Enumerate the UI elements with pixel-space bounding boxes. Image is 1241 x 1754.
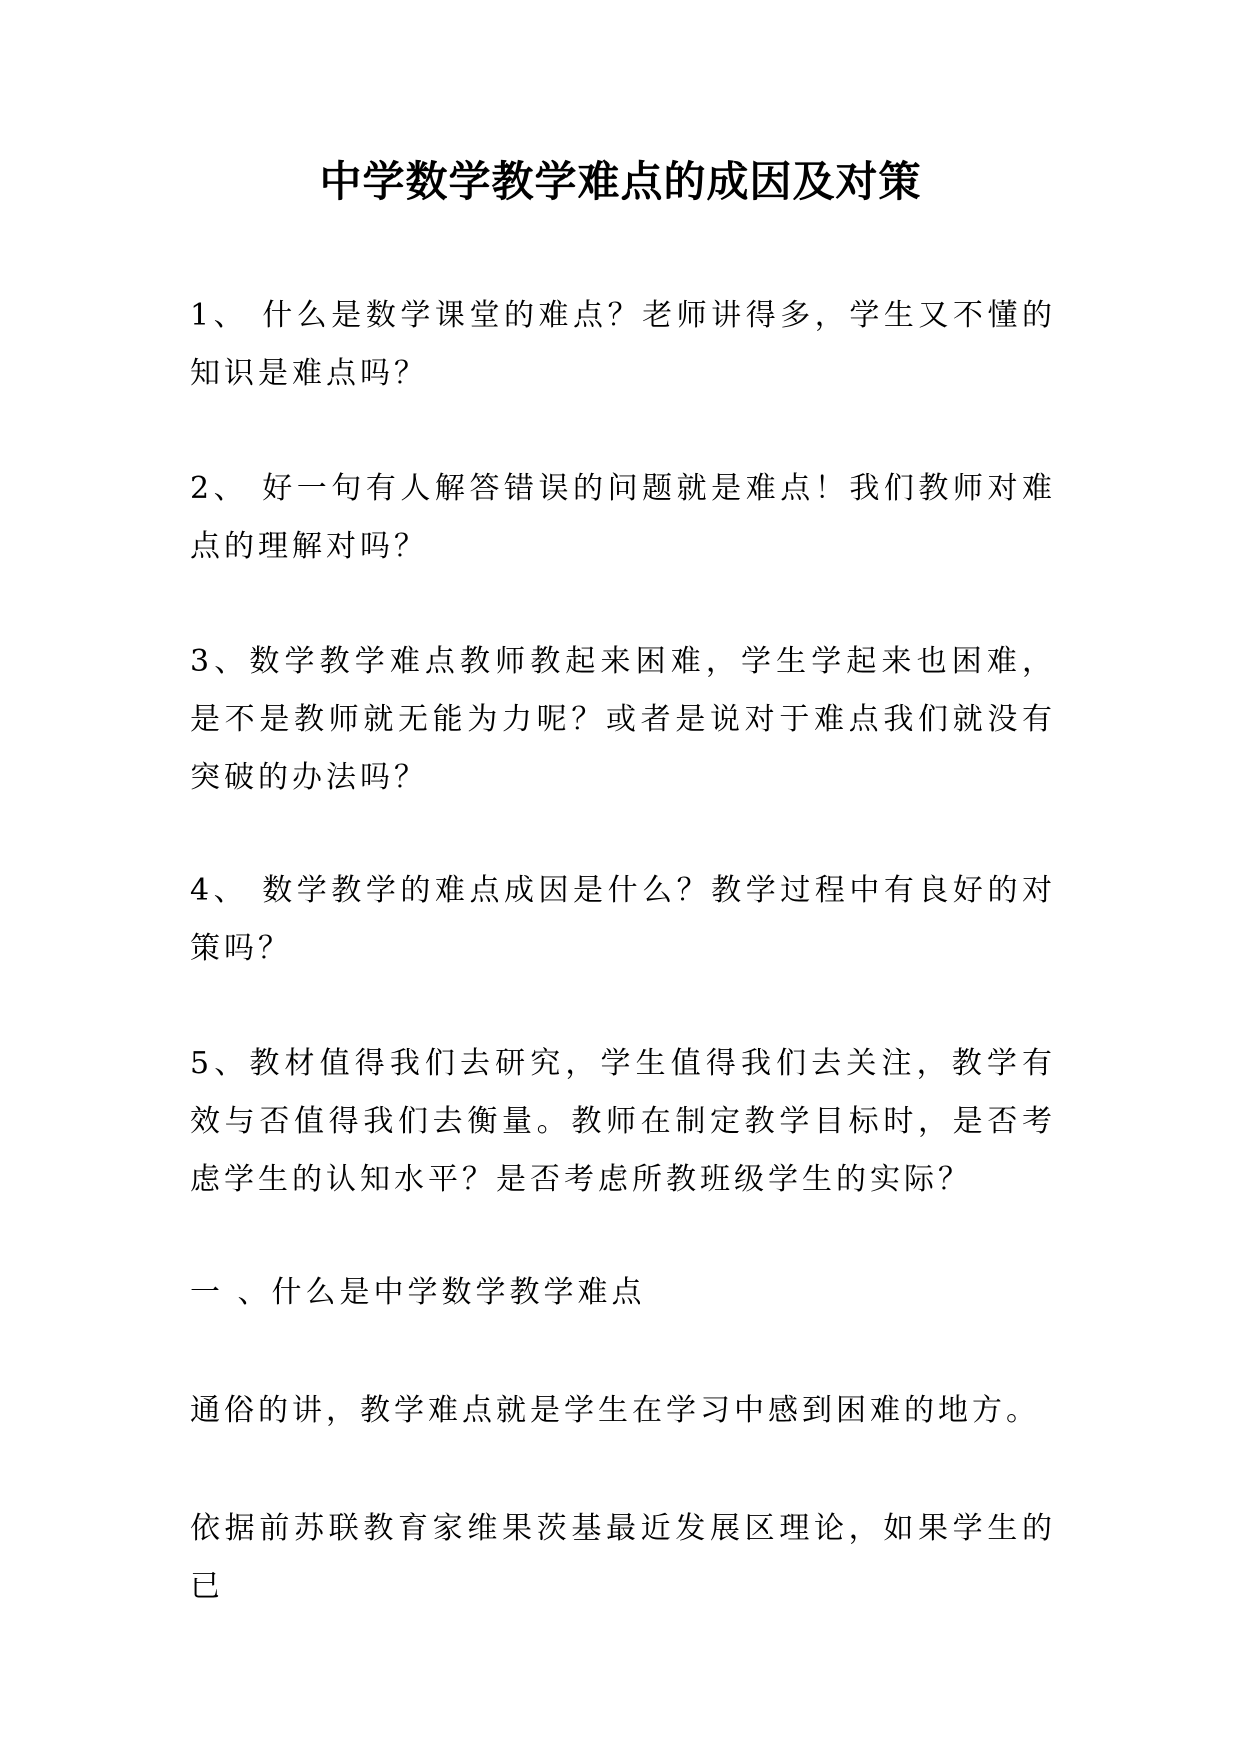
paragraph-vygotsky: 依据前苏联教育家维果茨基最近发展区理论，如果学生的已 — [190, 1511, 1056, 1604]
paragraph-question-3: 3、数学教学难点教师教起来困难，学生学起来也困难，是不是教师就无能为力呢？或者是说对于难点我们就没有突破的办法吗？ — [190, 644, 1056, 795]
paragraph-question-5: 5、教材值得我们去研究，学生值得我们去关注，教学有效与否值得我们去衡量。教师在制定教学目标时，是否考虑学生的认知水平？是否考虑所教班级学生的实际？ — [190, 1046, 1056, 1197]
paragraph-question-4: 4、 数学教学的难点成因是什么？教学过程中有良好的对策吗？ — [190, 873, 1056, 966]
paragraph-definition: 通俗的讲，教学难点就是学生在学习中感到困难的地方。 — [190, 1393, 1040, 1428]
section-heading-1: 一 、什么是中学数学教学难点 — [190, 1275, 646, 1310]
document-title: 中学数学教学难点的成因及对策 — [319, 157, 922, 206]
paragraph-question-1: 1、 什么是数学课堂的难点？老师讲得多，学生又不懂的知识是难点吗？ — [190, 298, 1056, 391]
paragraph-question-2: 2、 好一句有人解答错误的问题就是难点！我们教师对难点的理解对吗？ — [190, 471, 1056, 564]
